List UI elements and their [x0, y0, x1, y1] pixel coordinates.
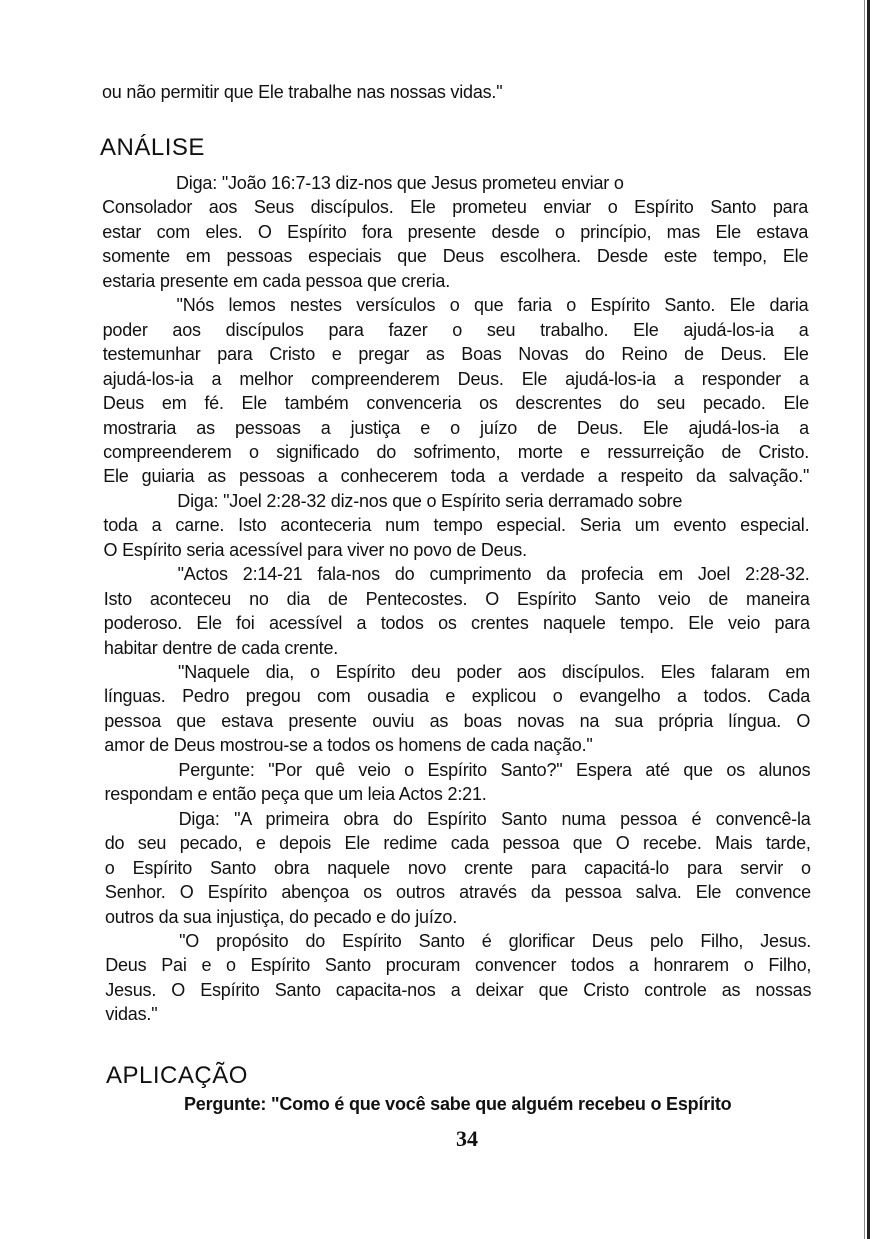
text-line: amor de Deus mostrou-se a todos os homens de cada nação.": [104, 735, 593, 756]
text-line: habitar dentre de cada crente.: [103, 637, 339, 658]
text-line: "Nós lemos nestes versículos o que faria o Espírito Santo. Ele daria: [176, 295, 809, 316]
text-line: estaria presente em cada pessoa que creria.: [102, 270, 450, 291]
text-line: do seu pecado, e depois Ele redime cada pessoa que O recebe. Mais tarde,: [104, 833, 811, 854]
text-line: Diga: "A primeira obra do Espírito Santo numa pessoa é convencê-la: [178, 808, 811, 829]
page-number: 34: [456, 1126, 478, 1151]
continued-text-line: ou não permitir que Ele trabalhe nas nossas vidas.": [102, 82, 503, 102]
text-line: Jesus. O Espírito Santo capacita-nos a deixar que Cristo controle as nossas: [105, 979, 812, 1000]
aplicacao-line: Pergunte: "Como é que você sabe que alguém recebeu o Espírito: [184, 1094, 732, 1114]
text-line: toda a carne. Isto aconteceria num tempo especial. Seria um evento especial.: [103, 515, 810, 536]
text-line: "Actos 2:14-21 fala-nos do cumprimento da profecia em Joel 2:28-32.: [177, 564, 810, 585]
text-line: mostraria as pessoas a justiça e o juízo de Deus. Ele ajudá-los-ia a: [103, 417, 809, 438]
text-line: Consolador aos Seus discípulos. Ele prometeu enviar o Espírito Santo para: [102, 197, 809, 218]
text-line: Deus Pai e o Espírito Santo procuram convencer todos a honrarem o Filho,: [105, 955, 812, 976]
text-line: Deus em fé. Ele também convenceria os descrentes do seu pecado. Ele: [102, 393, 809, 414]
text-line: estar com eles. O Espírito fora presente desde o princípio, mas Ele estava: [102, 221, 809, 242]
text-line: compreenderem o significado do sofrimento, morte e ressurreição de Cristo.: [103, 441, 810, 462]
text-line: Pergunte: "Por quê veio o Espírito Santo?" Espera até que os alunos: [178, 759, 811, 780]
text-line: Diga: "Joel 2:28-32 diz-nos que o Espírito seria derramado sobre: [177, 490, 683, 511]
text-line: poder aos discípulos para fazer o seu trabalho. Ele ajudá-los-ia a: [102, 319, 809, 340]
text-line: "O propósito do Espírito Santo é glorificar Deus pelo Filho, Jesus.: [179, 930, 812, 951]
text-line: poderoso. Ele foi acessível a todos os crentes naquele tempo. Ele veio para: [103, 613, 810, 634]
section-heading-aplicacao: APLICAÇÃO: [106, 1062, 248, 1089]
text-line: Diga: "João 16:7-13 diz-nos que Jesus prometeu enviar o: [176, 173, 624, 193]
text-line: ajudá-los-ia a melhor compreenderem Deus. Ele ajudá-los-ia a responder a: [102, 368, 809, 389]
text-line: pessoa que estava presente ouviu as boas novas na sua própria língua. O: [104, 710, 811, 731]
text-line: somente em pessoas especiais que Deus escolhera. Desde este tempo, Ele: [102, 246, 809, 267]
text-line: respondam e então peça que um leia Actos 2:21.: [104, 784, 487, 805]
text-line: "Naquele dia, o Espírito deu poder aos discípulos. Eles falaram em: [178, 662, 810, 682]
text-line: línguas. Pedro pregou com ousadia e explicou o evangelho a todos. Cada: [104, 686, 811, 707]
scan-edge-line: [867, 0, 870, 1239]
text-line: o Espírito Santo obra naquele novo crente para capacitá-lo para servir o: [104, 857, 811, 878]
scan-edge-shadow: [864, 0, 865, 1239]
text-line: O Espírito seria acessível para viver no povo de Deus.: [103, 539, 527, 560]
text-line: Isto aconteceu no dia de Pentecostes. O Espírito Santo veio de maneira: [103, 588, 810, 609]
text-line: testemunhar para Cristo e pregar as Boas Novas do Reino de Deus. Ele: [102, 344, 809, 365]
section-heading-analise: ANÁLISE: [100, 134, 205, 161]
text-line: Senhor. O Espírito abençoa os outros através da pessoa salva. Ele convence: [104, 882, 811, 903]
text-line: Ele guiaria as pessoas a conhecerem toda a verdade a respeito da salvação.": [103, 466, 810, 487]
text-line: vidas.": [105, 1004, 158, 1025]
text-line: outros da sua injustiça, do pecado e do juízo.: [105, 906, 458, 927]
